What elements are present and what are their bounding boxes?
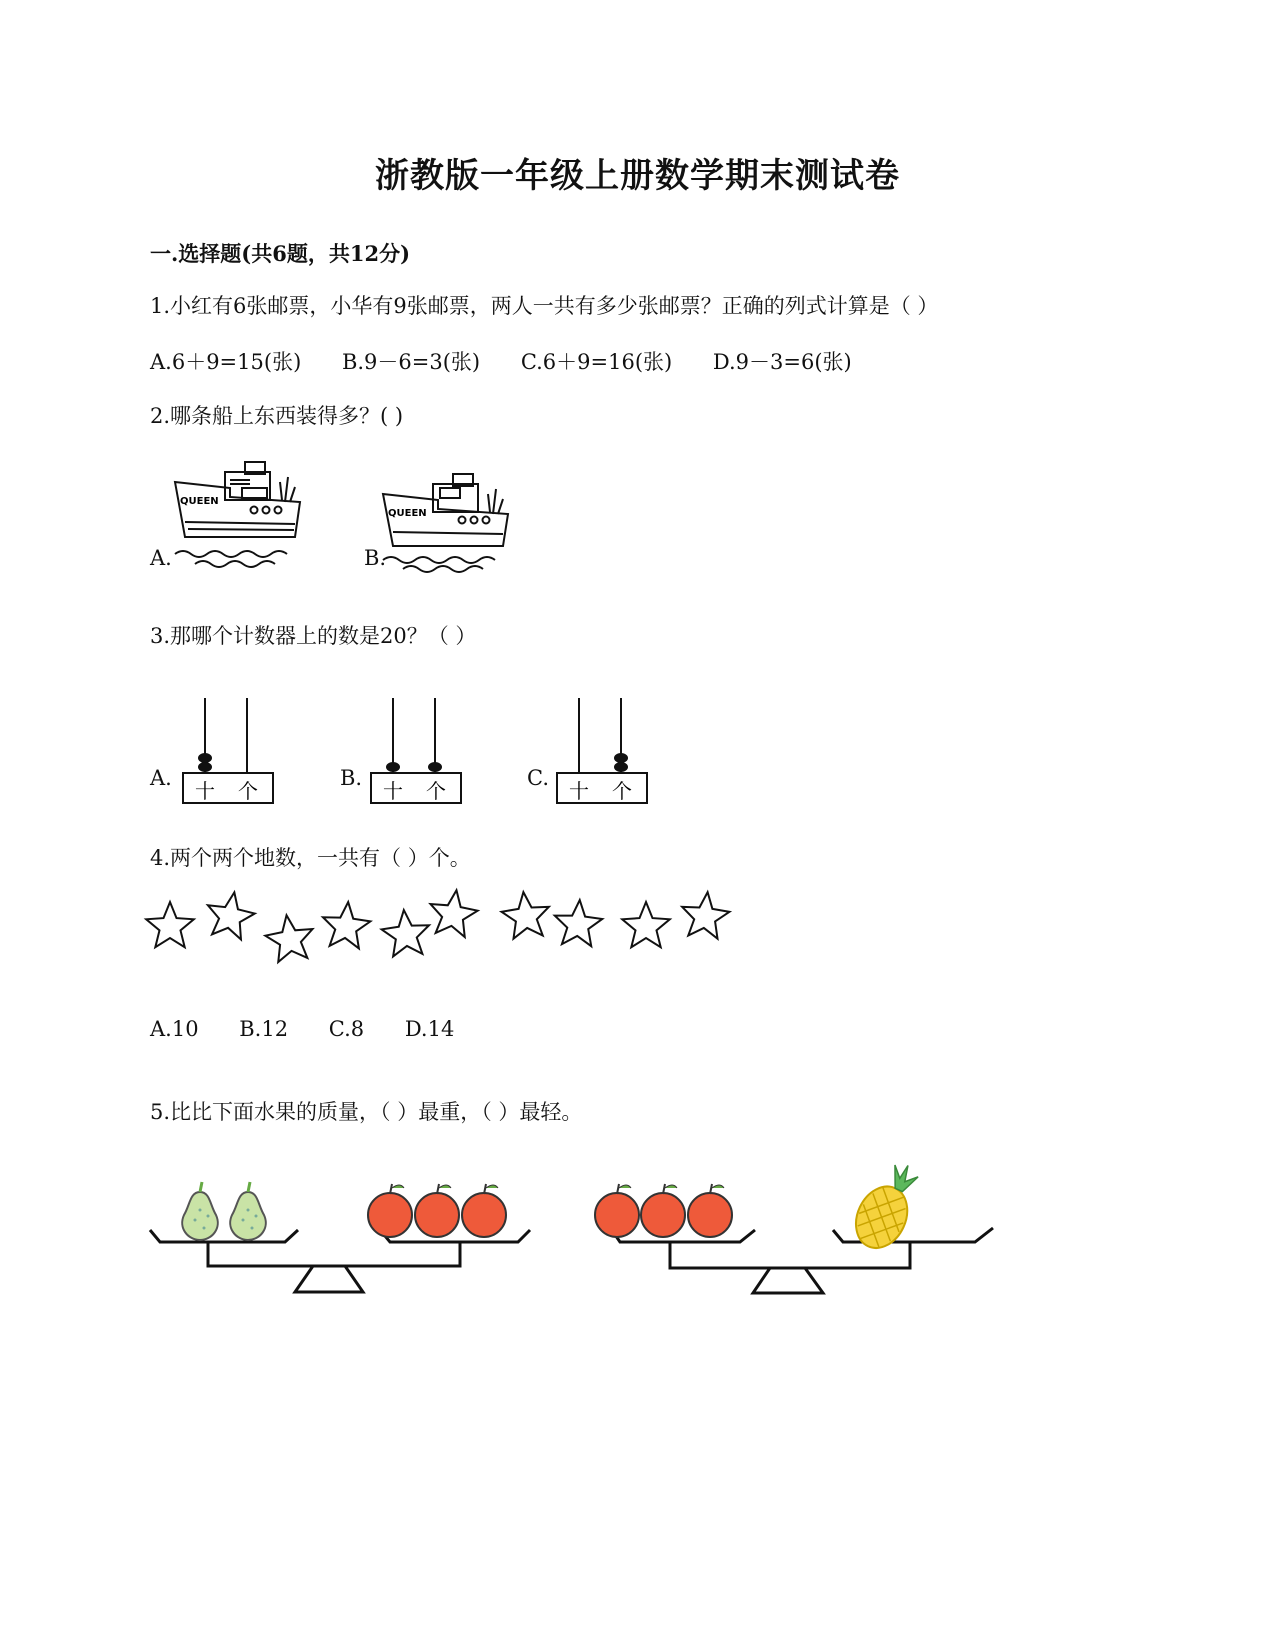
ship-b-label: QUEEN bbox=[388, 508, 427, 519]
option-a[interactable]: A. bbox=[150, 546, 172, 570]
section-heading: 一.选择题(共6题，共12分) bbox=[150, 241, 411, 266]
apple-4 bbox=[595, 1184, 639, 1237]
star-icon bbox=[427, 887, 480, 938]
option-a[interactable]: A.10 bbox=[150, 1017, 199, 1041]
star-icon bbox=[553, 898, 604, 946]
balance-scale-2 bbox=[595, 1160, 1005, 1305]
question-1-text: 1.小红有6张邮票，小华有9张邮票，两人一共有多少张邮票？正确的列式计算是（ ） bbox=[150, 294, 939, 318]
abacus-bead bbox=[428, 762, 442, 772]
apple-1 bbox=[368, 1184, 412, 1237]
option-b[interactable]: B. bbox=[340, 766, 363, 790]
abacus-b bbox=[370, 698, 465, 808]
question-2-text: 2.哪条船上东西装得多？( ) bbox=[150, 404, 404, 428]
abacus-a-tens-label: 十 bbox=[195, 779, 215, 803]
pear-2 bbox=[230, 1182, 266, 1240]
option-b[interactable]: B.9－6=3(张) bbox=[341, 350, 481, 374]
abacus-b-ones-beads bbox=[428, 762, 442, 772]
star-icon bbox=[321, 900, 372, 949]
abacus-b-tens-beads bbox=[386, 762, 400, 772]
question-5-text: 5.比比下面水果的质量，（ ）最重，（ ）最轻。 bbox=[150, 1100, 583, 1124]
ship-a-label: QUEEN bbox=[180, 496, 219, 507]
option-c[interactable]: C.8 bbox=[328, 1017, 365, 1041]
abacus-bead bbox=[614, 762, 628, 772]
abacus-bead bbox=[198, 762, 212, 772]
star-icon bbox=[500, 890, 552, 940]
page-title: 浙教版一年级上册数学期末测试卷 bbox=[375, 156, 900, 196]
abacus-a-ones-label: 个 bbox=[238, 779, 258, 803]
option-c[interactable]: C. bbox=[527, 766, 549, 790]
apple-6 bbox=[688, 1184, 732, 1237]
abacus-c bbox=[556, 698, 651, 808]
ship-a-illustration bbox=[170, 462, 310, 577]
abacus-c-tens-label: 十 bbox=[569, 779, 589, 803]
star-icon bbox=[203, 888, 258, 941]
question-1-options bbox=[150, 346, 886, 376]
abacus-bead bbox=[614, 753, 628, 763]
option-a[interactable]: A.6＋9=15(张) bbox=[150, 350, 302, 374]
ship-b-illustration bbox=[378, 474, 518, 584]
abacus-b-tens-label: 十 bbox=[383, 779, 403, 803]
abacus-b-ones-label: 个 bbox=[426, 779, 446, 803]
option-d[interactable]: D.14 bbox=[404, 1017, 455, 1041]
pear-1 bbox=[182, 1182, 218, 1240]
abacus-c-ones-label: 个 bbox=[612, 779, 632, 803]
option-b[interactable]: B.12 bbox=[239, 1017, 289, 1041]
option-a[interactable]: A. bbox=[150, 766, 172, 790]
star-icon bbox=[263, 912, 316, 963]
option-b[interactable]: B. bbox=[364, 546, 387, 570]
abacus-a-tens-beads bbox=[198, 753, 212, 772]
abacus-a bbox=[182, 698, 277, 808]
abacus-bead bbox=[386, 762, 400, 772]
balance-scale-1 bbox=[150, 1170, 550, 1310]
option-d[interactable]: D.9－3=6(张) bbox=[712, 350, 852, 374]
star-icon bbox=[622, 902, 670, 947]
star-icon bbox=[679, 890, 731, 940]
question-4-text: 4.两个两个地数，一共有（ ）个。 bbox=[150, 846, 471, 870]
apple-3 bbox=[462, 1184, 506, 1237]
abacus-bead bbox=[198, 753, 212, 763]
option-c[interactable]: C.6＋9=16(张) bbox=[520, 350, 673, 374]
star-icon bbox=[146, 902, 194, 947]
star-icon bbox=[380, 908, 431, 957]
stars-illustration bbox=[148, 895, 748, 985]
apple-2 bbox=[415, 1184, 459, 1237]
apple-5 bbox=[641, 1184, 685, 1237]
question-4-options bbox=[150, 1017, 488, 1041]
question-3-text: 3.那哪个计数器上的数是20？（ ） bbox=[150, 624, 477, 648]
abacus-c-ones-beads bbox=[614, 753, 628, 772]
